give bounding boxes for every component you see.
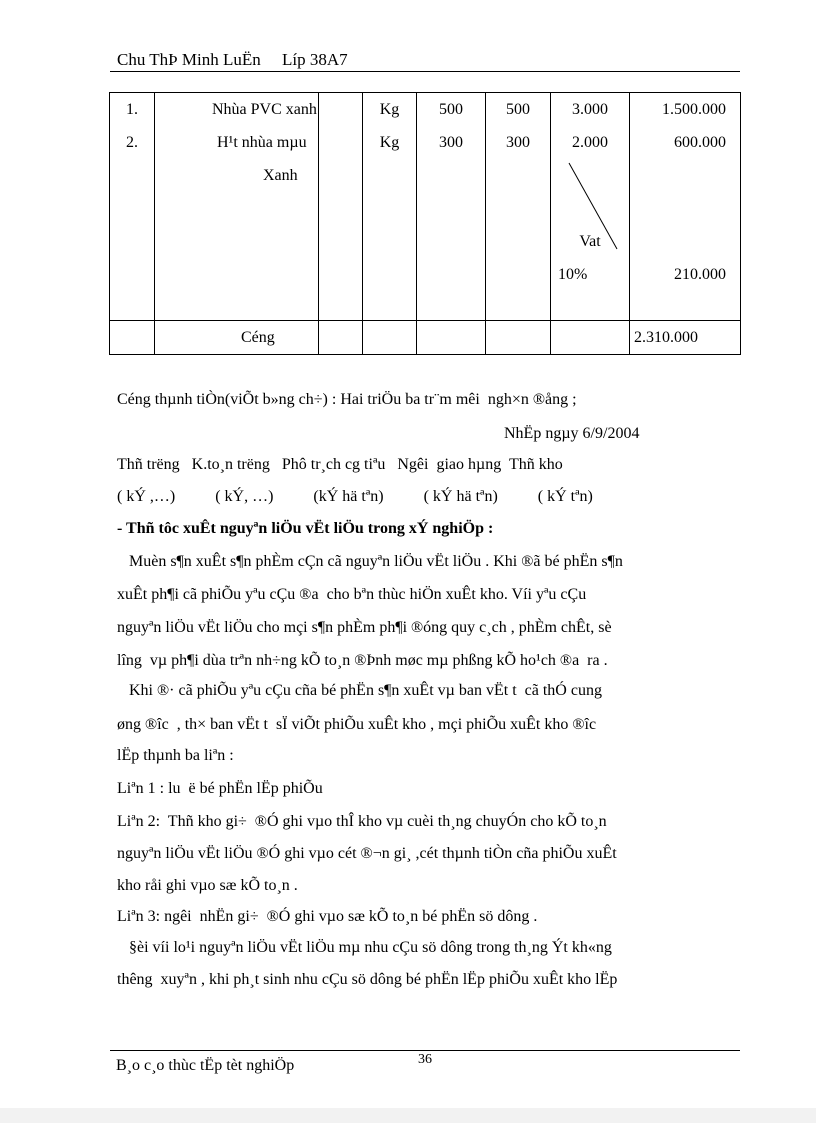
paragraph-line: Liªn 2: Thñ kho gi÷ ®Ó ghi vµo thÎ kho vµ cuèi th¸ng chuyÓn cho kÕ to¸n [117,813,607,830]
stt-1: 1. [126,101,138,118]
paragraph-line: nguyªn liÖu vËt liÖu cho mçi s¶n phÈm ph¶i ®óng quy c¸ch , phÈm chÊt, sè [117,619,612,636]
section-title: - Thñ tôc xuÊt nguyªn liÖu vËt liÖu trong xÝ nghiÖp : [117,520,494,537]
amount-1: 1.500.000 [662,101,726,118]
header-rule [110,71,740,72]
total-amount: 2.310.000 [634,329,698,346]
total-empty-stt [110,321,155,355]
qty-request-2: 300 [439,134,463,151]
material-name-1: Nhùa PVC xanh [212,101,317,118]
diagonal-strike-line [568,162,620,252]
amount-2: 600.000 [674,134,726,151]
material-name-cell [155,93,319,321]
paragraph-line: lîng vµ ph¶i dùa trªn nh÷ng kÕ to¸n ®Þnh møc mµ phßng kÕ ho¹ch ®a ra . [117,652,608,669]
unit-1: Kg [379,101,400,118]
paragraph-line: nguyªn liÖu vËt liÖu ®Ó ghi vµo cét ®¬n gi¸ ,cét thµnh tiÒn cña phiÕu xuÊt [117,845,617,862]
price-2: 2.000 [572,134,608,151]
vat-rate: 10% [558,266,588,283]
amount-blank-2 [630,192,740,225]
qty-actual-cell [486,93,551,321]
footer-rule [110,1050,740,1051]
amount-blank-3 [630,225,740,258]
entry-date: NhËp ngµy 6/9/2004 [504,425,640,442]
amount-in-words: Céng thµnh tiÒn(viÕt b»ng ch÷) : Hai triÖu ba tr¨m mêi ngh×n ®ång ; [117,391,577,408]
qty-request-1: 500 [439,101,463,118]
unit-cell [363,93,417,321]
material-name-2: H¹t nhùa mµu [217,134,307,151]
total-label-cell [155,321,319,355]
sign-notes-row: ( kÝ ,…) ( kÝ, …) (kÝ hä tªn) ( kÝ hä tªn) ( kÝ tªn) [117,488,593,505]
header-author: Chu ThÞ Minh LuËn [117,50,261,69]
total-empty-4 [363,321,417,355]
total-empty-3 [319,321,363,355]
paragraph-line: Khi ®· cã phiÕu yªu cÇu cña bé phËn s¶n xuÊt vµ ban vËt t cã thÓ cung [117,682,602,699]
paragraph-line: øng ®îc , th× ban vËt t sÏ viÕt phiÕu xuÊt kho , mçi phiÕu xuÊt kho ®îc [117,716,597,733]
paragraph-line: xuÊt ph¶i cã phiÕu yªu cÇu ®a cho bªn thùc hiÖn xuÊt kho. Víi yªu cÇu [117,586,587,603]
table-row [110,93,741,321]
page-bottom-shade [0,1108,816,1123]
page-header [117,50,348,70]
total-amount-cell [630,321,741,355]
qty-actual-1: 500 [506,101,530,118]
header-class: Líp 38A7 [281,50,348,69]
price-1: 3.000 [572,101,608,118]
amount-cell [630,93,741,321]
paragraph-line: Liªn 1 : lu ë bé phËn lËp phiÕu [117,780,323,797]
total-row [110,321,741,355]
empty-cell [319,93,363,321]
unit-2: Kg [379,134,400,151]
paragraph-line: Muèn s¶n xuÊt s¶n phÈm cÇn cã nguyªn liÖu vËt liÖu . Khi ®ã bé phËn s¶n [117,553,623,570]
paragraph-line: Liªn 3: ngêi nhËn gi÷ ®Ó ghi vµo sæ kÕ to¸n bé phËn sö dông . [117,908,538,925]
vat-label: Vat [579,233,601,250]
total-empty-7 [551,321,630,355]
material-name-2-cont: Xanh [263,167,298,184]
paragraph-line: kho råi ghi vµo sæ kÕ to¸n . [117,877,298,894]
footer-report-title: B¸o c¸o thùc tËp tèt nghiÖp [116,1057,295,1074]
qty-request-cell [417,93,486,321]
paragraph-line: thêng xuyªn , khi ph¸t sinh nhu cÇu sö dông bé phËn lËp phiÕu xuÊt kho lËp [117,971,618,988]
signers-row: Thñ trëng K.to¸n trëng Phô tr¸ch cg tiªu Ngêi giao hµng Thñ kho [117,456,563,473]
stt-2: 2. [126,134,138,151]
total-empty-5 [417,321,486,355]
page-number: 36 [418,1052,432,1067]
materials-table [109,92,741,355]
total-label: Céng [241,329,275,346]
stt-cell [110,93,155,321]
paragraph-line: lËp thµnh ba liªn : [117,747,234,764]
total-empty-6 [486,321,551,355]
vat-amount: 210.000 [674,266,726,283]
qty-actual-2: 300 [506,134,530,151]
amount-blank-1 [630,159,740,192]
paragraph-line: §èi víi lo¹i nguyªn liÖu vËt liÖu mµ nhu cÇu sö dông trong th¸ng Ýt kh«ng [117,939,612,956]
